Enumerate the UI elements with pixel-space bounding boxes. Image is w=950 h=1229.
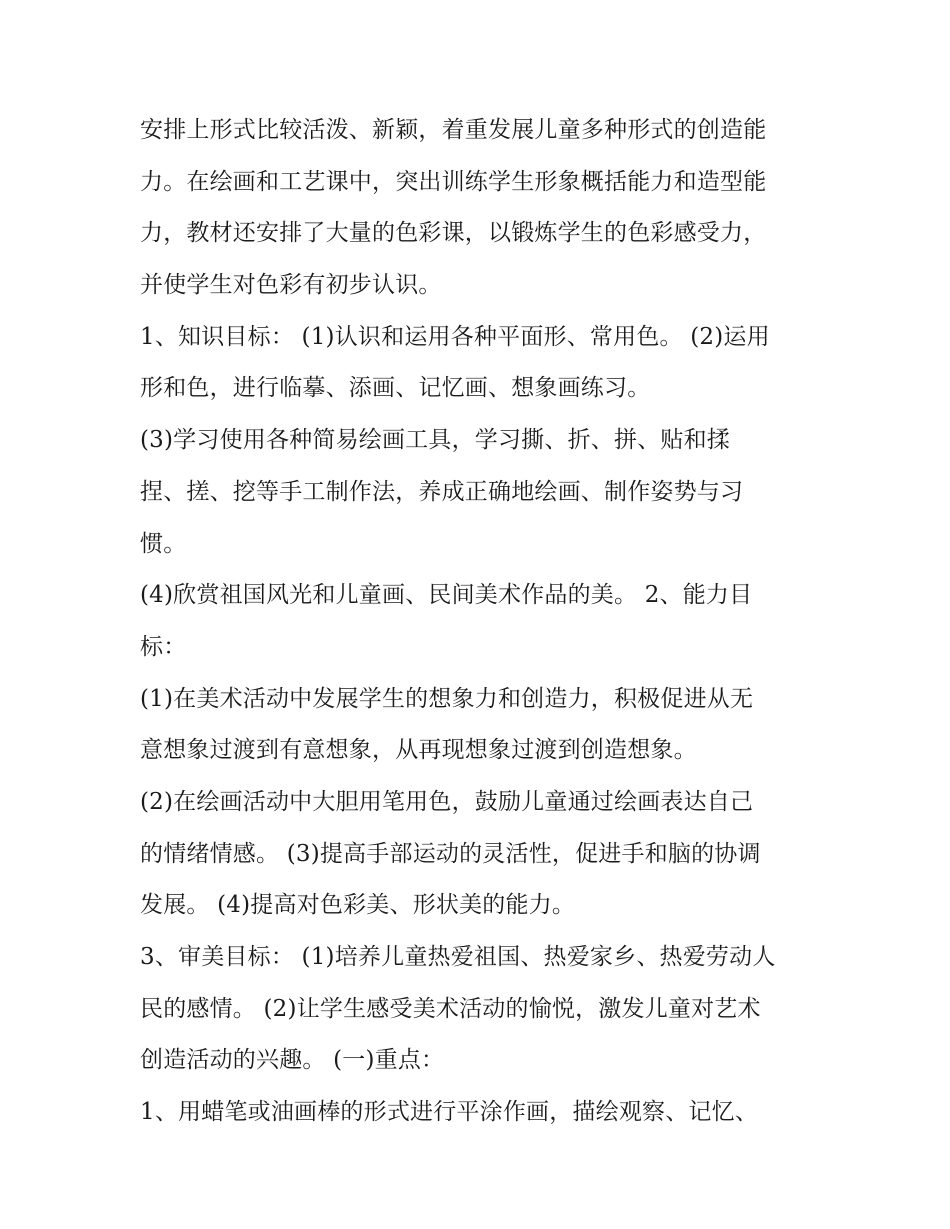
text-line: 1、用蜡笔或油画棒的形式进行平涂作画，描绘观察、记忆、	[140, 1099, 759, 1126]
text-line: 力，教材还安排了大量的色彩课，以锻炼学生的色彩感受力，	[140, 220, 767, 247]
text-line: (3)学习使用各种简易绘画工具，学习撕、折、拼、贴和揉	[140, 427, 730, 454]
text-line: 民的感情。 (2)让学生感受美术活动的愉悦，激发儿童对艺术	[140, 995, 761, 1022]
text-line: 1、知识目标： (1)认识和运用各种平面形、常用色。 (2)运用	[140, 323, 770, 350]
text-line: 标：	[140, 633, 187, 660]
text-line: 并使学生对色彩有初步认识。	[140, 272, 442, 299]
text-line: (2)在绘画活动中大胆用笔用色，鼓励儿童通过绘画表达自己	[140, 788, 754, 815]
text-line: 安排上形式比较活泼、新颖，着重发展儿童多种形式的创造能	[140, 117, 767, 143]
text-line: 惯。	[140, 530, 187, 557]
text-line: (1)在美术活动中发展学生的想象力和创造力，积极促进从无	[140, 685, 754, 712]
text-line: 意想象过渡到有意想象，从再现想象过渡到创造想象。	[140, 737, 697, 764]
text-line: 形和色，进行临摹、添画、记忆画、想象画练习。	[140, 375, 651, 402]
text-line: 的情绪情感。 (3)提高手部运动的灵活性，促进手和脑的协调	[140, 840, 761, 867]
text-line: 3、审美目标： (1)培养儿童热爱祖国、热爱家乡、热爱劳动人	[140, 944, 776, 970]
text-line: 发展。 (4)提高对色彩美、形状美的能力。	[140, 892, 576, 919]
text-line: (4)欣赏祖国风光和儿童画、民间美术作品的美。 2、能力目	[140, 582, 753, 609]
body-text	[140, 105, 820, 1139]
text-line: 力。在绘画和工艺课中，突出训练学生形象概括能力和造型能	[140, 168, 767, 195]
text-line: 创造活动的兴趣。 (一)重点：	[140, 1047, 445, 1074]
text-line: 捏、搓、挖等手工制作法，养成正确地绘画、制作姿势与习	[140, 478, 744, 505]
